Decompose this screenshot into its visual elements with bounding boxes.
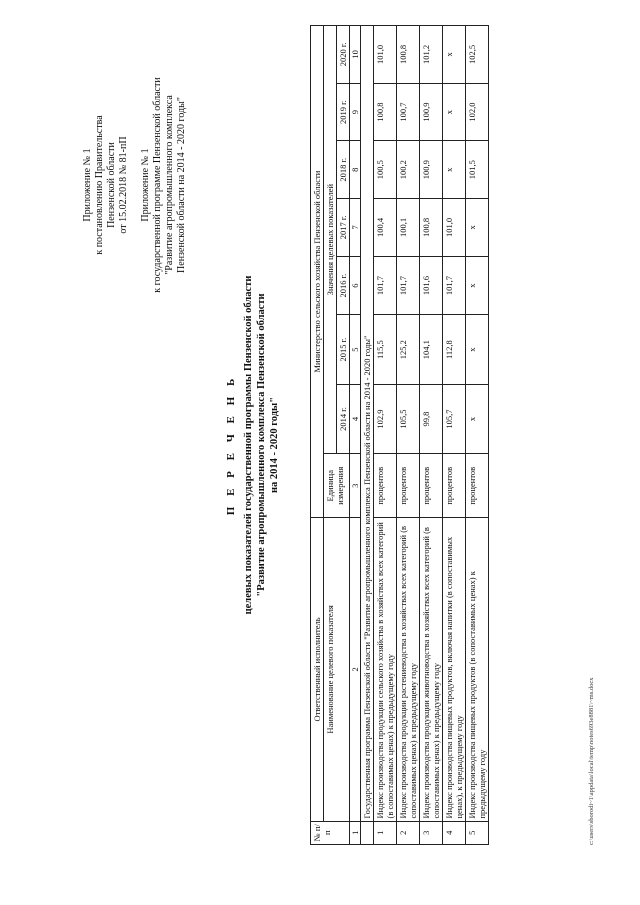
value-cell: 100,8 [420,199,443,257]
header-indicator-name: Наименование целевого показателя [324,518,350,821]
unit-cell: процентов [397,454,420,518]
column-numbering-row [350,26,361,845]
unit-cell: процентов [466,454,489,518]
column-number: 6 [350,256,361,315]
column-number: 9 [350,83,361,141]
title-line: на 2014 - 2020 годы" [269,396,280,494]
file-path-footer: c:\users\sborodi~1\appdata\local\temp\notes693e8881\~ms.docx [588,677,595,845]
value-cell: 102,0 [466,83,489,141]
title-heading: П Е Р Е Ч Е Н Ь [225,374,237,516]
column-number: 1 [350,821,361,844]
value-cell: 100,1 [397,199,420,257]
indicator-name: Индекс производства пищевых продуктов (в сопоставимых ценах) к предыдущему году [466,518,489,821]
value-cell: 100,9 [420,83,443,141]
value-cell: 101,7 [374,256,397,315]
header-responsible-value: Министерство сельского хозяйства Пензенской области [311,26,324,518]
document-title [224,185,281,705]
appendix-line: к постановлению Правительства [94,115,105,255]
header-year: 2017 г. [337,199,350,257]
value-cell: 99,8 [420,384,443,453]
appendix-line: Приложение № 1 [140,148,151,222]
unit-cell: процентов [420,454,443,518]
header-row-values [324,26,337,845]
column-number: 10 [350,26,361,84]
row-number: 5 [466,821,489,844]
table-row [466,26,489,845]
header-year: 2014 г. [337,384,350,453]
header-year: 2016 г. [337,256,350,315]
row-number: 2 [397,821,420,844]
value-cell: х [443,26,466,84]
value-cell: 101,7 [397,256,420,315]
value-cell: 101,0 [374,26,397,84]
header-year: 2015 г. [337,315,350,384]
value-cell: 125,2 [397,315,420,384]
value-cell: х [443,83,466,141]
indicator-name: Индекс производства продукции животноводства в хозяйствах всех категорий (в сопоставимых ценах) к предыдущему году [420,518,443,821]
value-cell: х [466,315,489,384]
value-cell: х [466,256,489,315]
appendix-line: от 15.02.2018 № 81-пП [118,136,129,234]
header-year: 2020 г. [337,26,350,84]
appendix-program-block [140,25,188,345]
value-cell: х [466,199,489,257]
appendix-line: Приложение № 1 [82,148,93,222]
value-cell: 100,8 [397,26,420,84]
column-number: 4 [350,384,361,453]
header-unit: Единица измерения [324,454,350,518]
unit-cell: процентов [374,454,397,518]
unit-cell: процентов [443,454,466,518]
appendix-decree-block [82,65,130,305]
indicators-table [310,25,489,845]
value-cell: 101,5 [466,141,489,199]
value-cell: х [443,141,466,199]
header-year: 2018 г. [337,141,350,199]
header-values-group: Значения целевых показателей [324,26,337,454]
table-row [443,26,466,845]
value-cell: 105,5 [397,384,420,453]
value-cell: 100,9 [420,141,443,199]
value-cell: 101,7 [443,256,466,315]
value-cell: 112,8 [443,315,466,384]
value-cell: 102,5 [466,26,489,84]
appendix-line: Пензенской области [106,142,117,228]
value-cell: 102,9 [374,384,397,453]
value-cell: 101,0 [443,199,466,257]
value-cell: 101,6 [420,256,443,315]
title-line: "Развитие агропромышленного комплекса Пензенской области [256,293,267,597]
value-cell: 100,5 [374,141,397,199]
row-number: 3 [420,821,443,844]
section-title: Государственная программа Пензенской области "Развитие агропромышленного комплекса Пензенской области на 2014 - 2020 годы" [361,26,374,822]
indicator-name: Индекс производства продукции растениеводства в хозяйствах всех категорий (в сопоставимых ценах) к предыдущему году [397,518,420,821]
indicator-name: Индекс производства пищевых продуктов, включая напитки (в сопоставимых ценах), к предыдущему году [443,518,466,821]
value-cell: 105,7 [443,384,466,453]
value-cell: 100,8 [374,83,397,141]
column-number: 5 [350,315,361,384]
table-row [374,26,397,845]
empty-cell [361,821,374,844]
indicator-name: Индекс производства продукции сельского хозяйства в хозяйствах всех категорий (в сопоставимых ценах) к предыдущему году [374,518,397,821]
row-number: 1 [374,821,397,844]
section-row [361,26,374,845]
column-number: 7 [350,199,361,257]
value-cell: х [466,384,489,453]
row-number: 4 [443,821,466,844]
header-number: № п/п [311,821,350,844]
appendix-line: к государственной программе Пензенской области [152,77,163,293]
value-cell: 115,5 [374,315,397,384]
table-row [420,26,443,845]
title-line: целевых показателей государственной программы Пензенской области [243,275,254,615]
value-cell: 100,4 [374,199,397,257]
value-cell: 100,7 [397,83,420,141]
table-row [397,26,420,845]
value-cell: 101,2 [420,26,443,84]
value-cell: 100,2 [397,141,420,199]
header-row-responsible [311,26,324,845]
column-number: 8 [350,141,361,199]
column-number: 3 [350,454,361,518]
appendix-line: "Развитие агропромышленного комплекса [164,95,175,275]
value-cell: 104,1 [420,315,443,384]
header-responsible: Ответственный исполнитель [311,518,324,821]
header-year: 2019 г. [337,83,350,141]
appendix-line: Пензенской области на 2014 - 2020 годы" [176,97,187,273]
column-number: 2 [350,518,361,821]
